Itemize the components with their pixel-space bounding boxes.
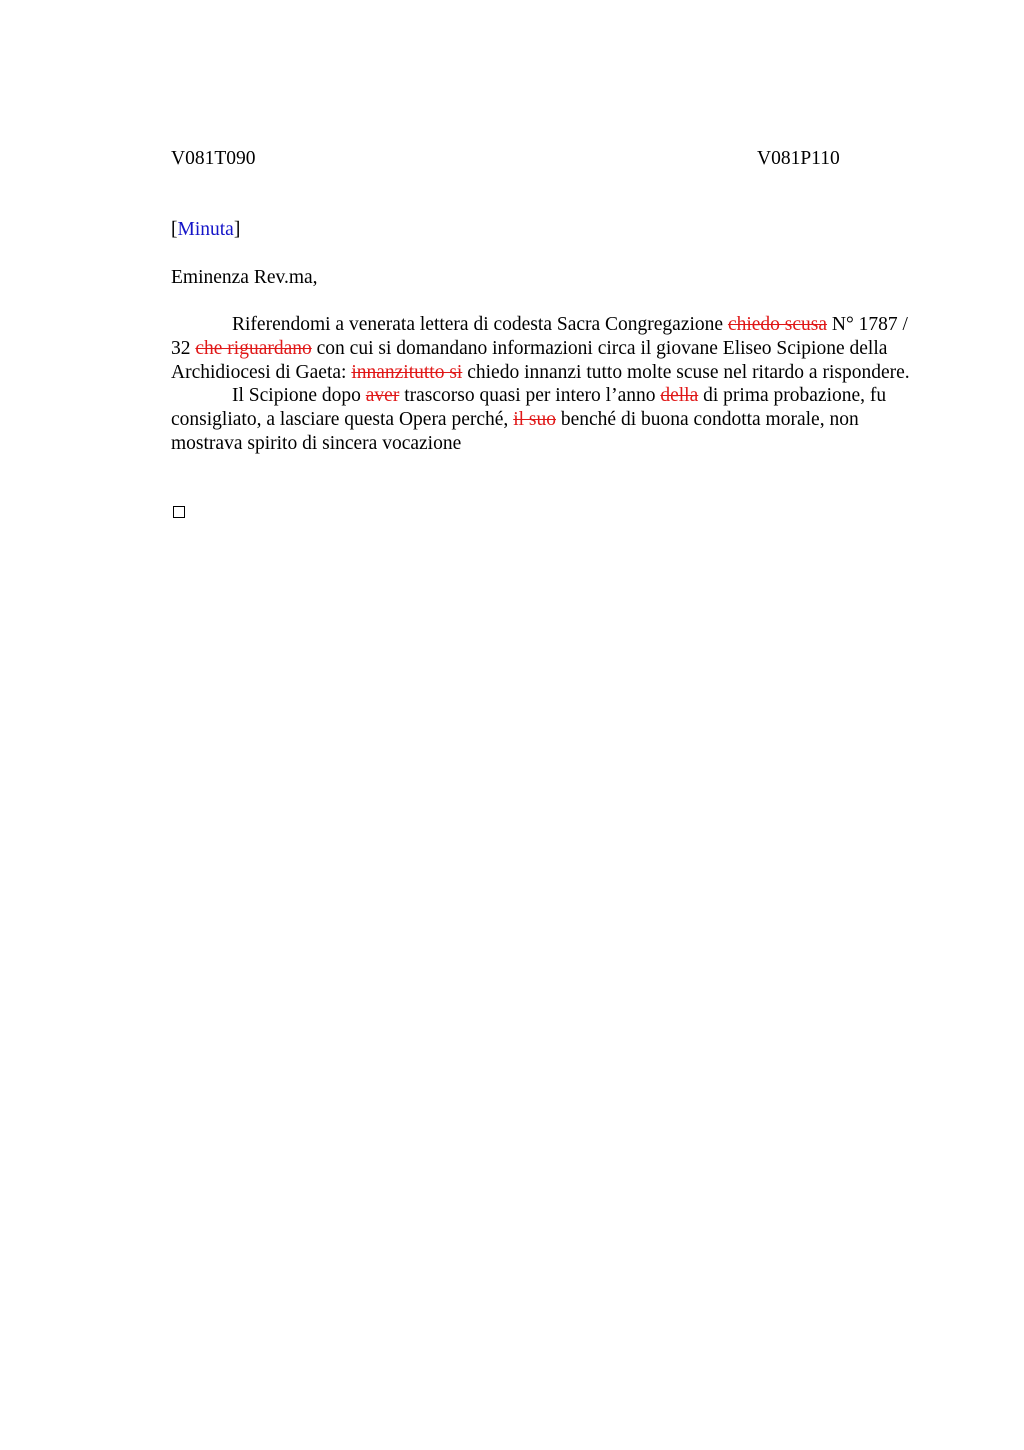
minuta-bracket-close: ] [233,219,241,240]
body-text-segment: Il Scipione dopo [232,385,366,407]
minuta-bracket-open: [ [171,219,178,240]
document-code-right: V081P110 [757,148,840,169]
minuta-label [171,218,240,242]
paragraph-1 [171,313,931,384]
body-text-segment: con cui si domandano informazioni circa il giovane Eliseo Scipione della Archidiocesi di Gaeta: [171,337,888,383]
paragraph-2 [171,384,931,455]
salutation: Eminenza Rev.ma, [171,267,318,288]
body-text-segment: di prima probazione, fu consigliato, a lasciare questa Opera perché, [171,385,887,431]
minuta-link[interactable]: Minuta [177,219,234,240]
deleted-text: chiedo scusa [727,314,828,335]
document-code-left: V081T090 [171,148,256,169]
deleted-text: innanzitutto si [351,361,463,383]
deleted-text: della [660,385,699,407]
deleted-text: il suo [513,409,556,431]
letter-body [171,313,931,456]
empty-square-icon [173,506,185,518]
deleted-text: che riguardano [195,337,312,359]
body-text-segment: trascorso quasi per intero l’anno [399,385,661,407]
body-text-segment: benché di buona condotta morale, non mostrava spirito di sincera vocazione [171,409,859,454]
body-text-segment: chiedo innanzi tutto molte scuse nel ritardo a rispondere. [462,361,910,383]
body-text-segment: Riferendomi a venerata lettera di codesta Sacra Congregazione [232,314,728,335]
body-text-segment: N° 1787 / 32 [171,314,908,359]
deleted-text: aver [365,385,400,407]
